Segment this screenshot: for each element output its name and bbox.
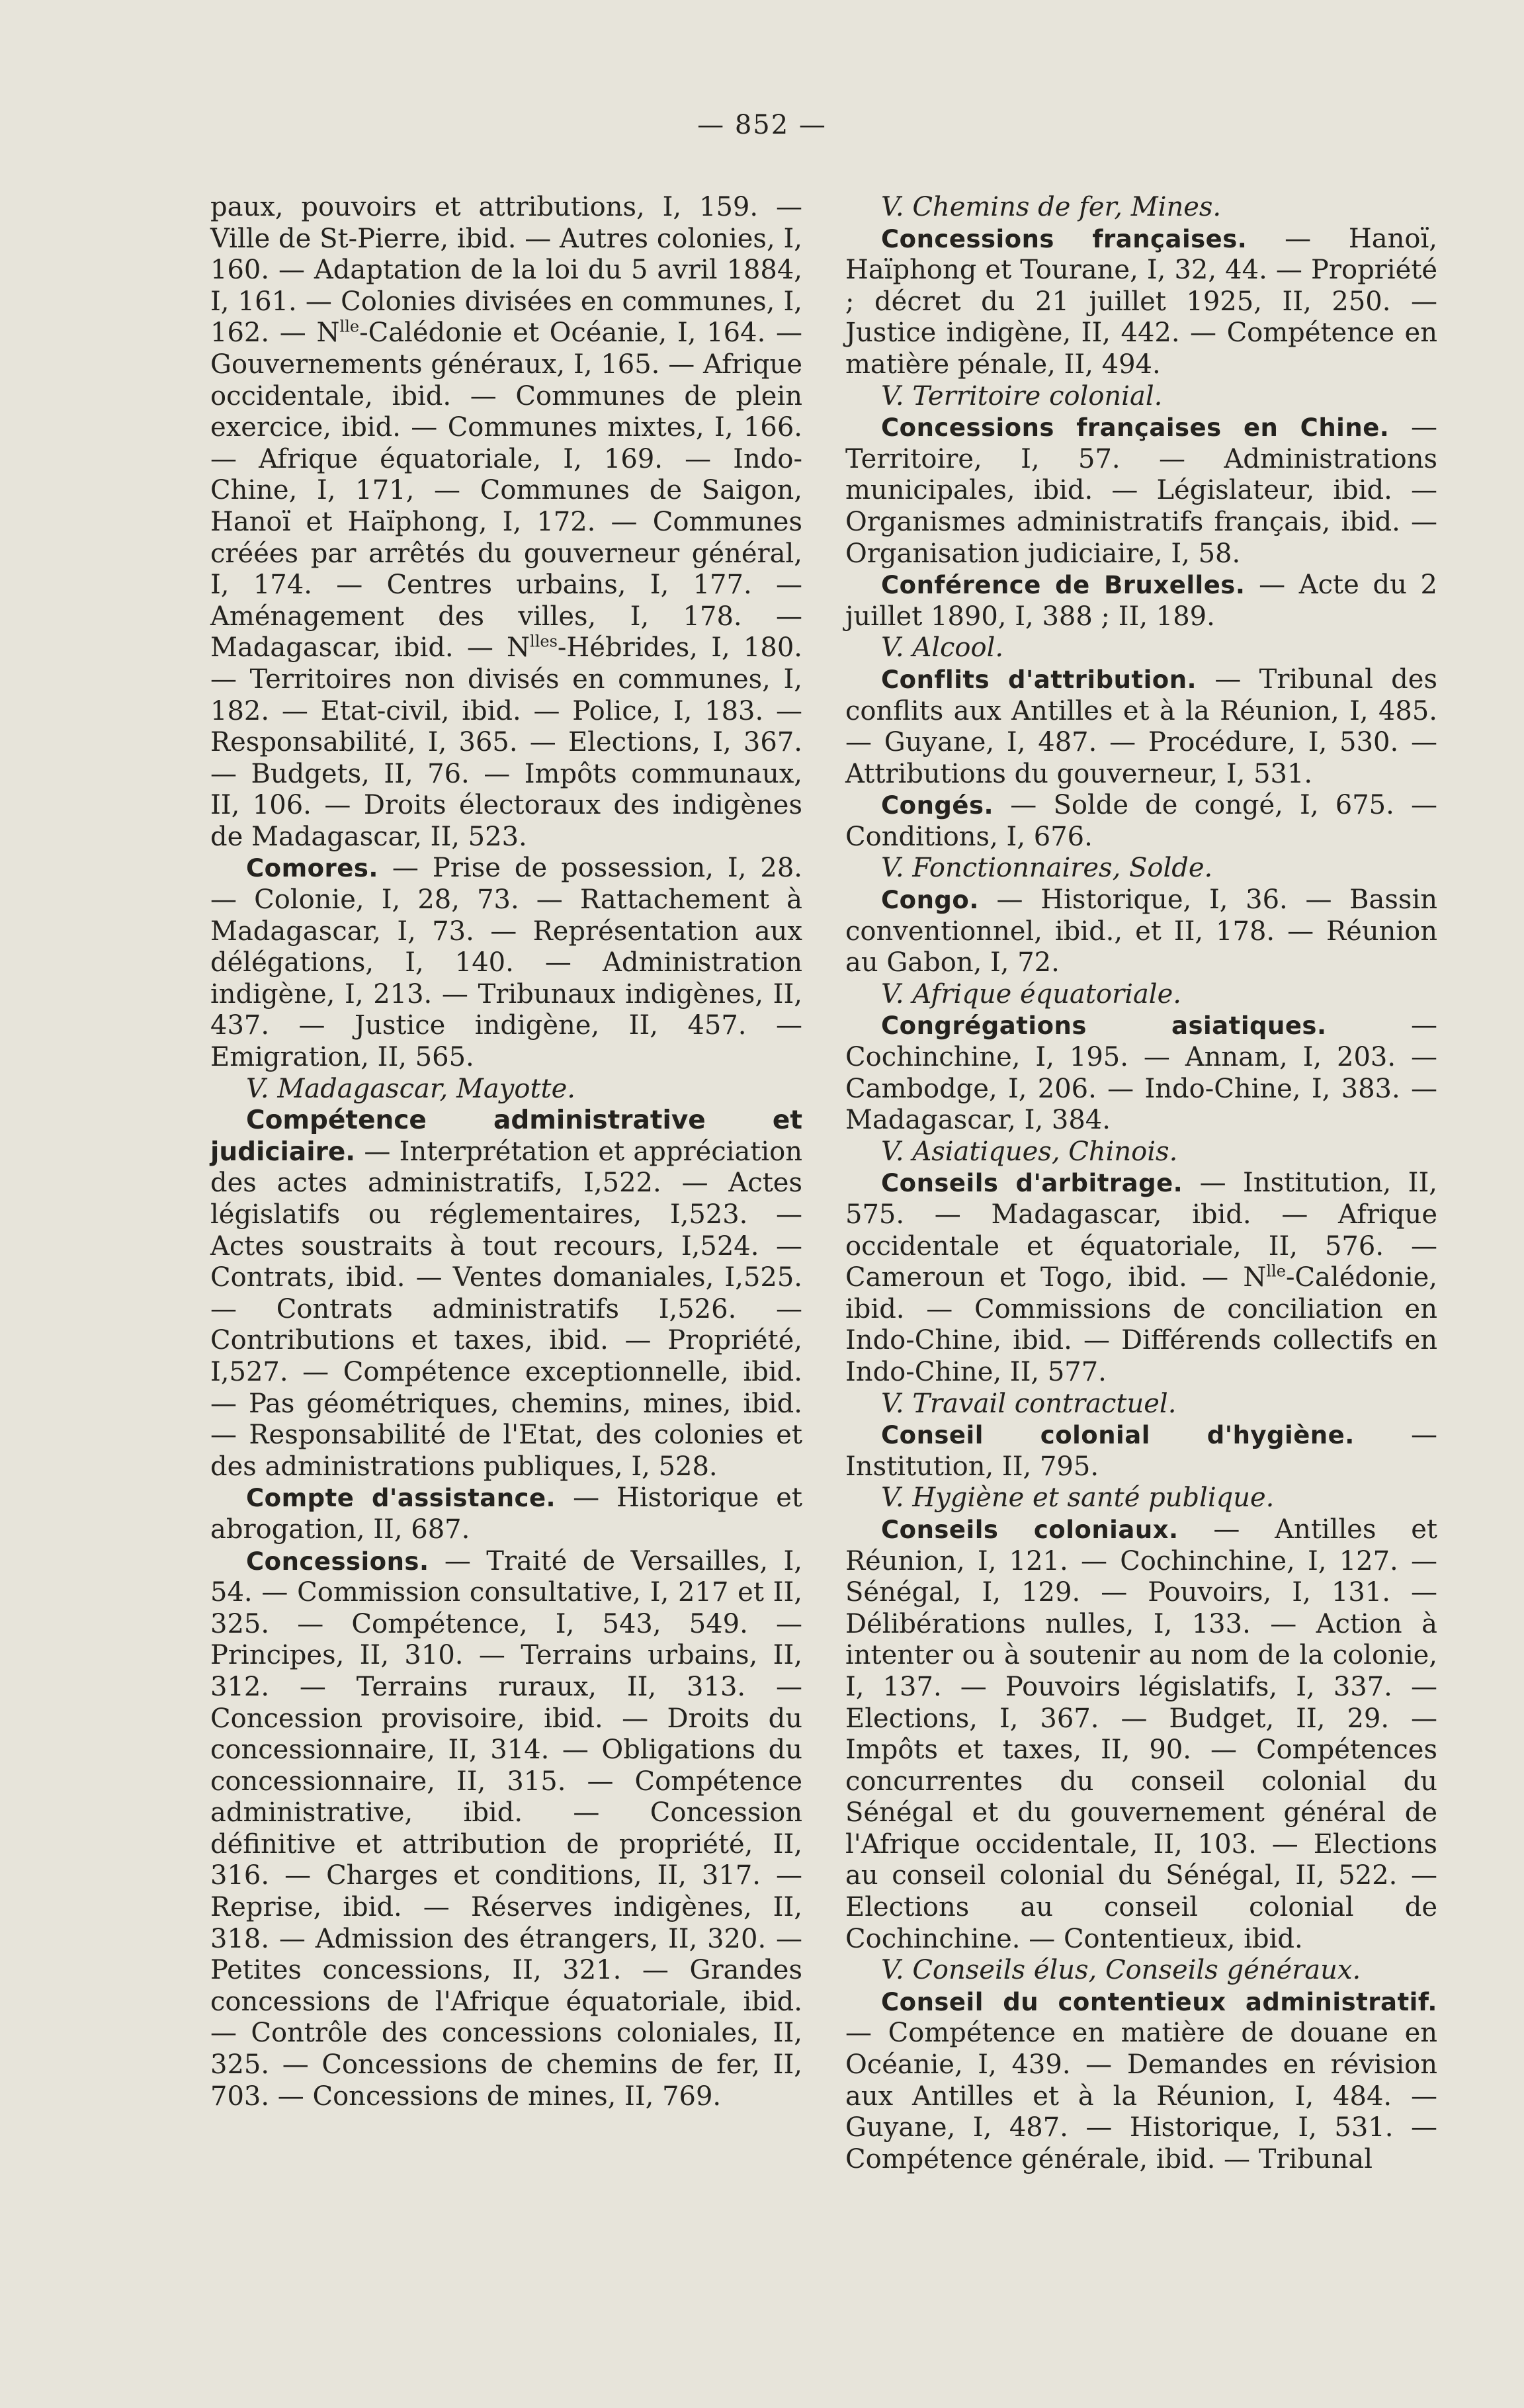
headword: Concessions. — [246, 1547, 429, 1576]
headword: Congés. — [881, 791, 994, 820]
entry-concessions-francaises: Concessions françaises. — Hanoï, Haïphong et Tourane, I, 32, 44. — Propriété ; décret du 21 juillet 1925, II, 250. — Justice indigène, II, 442. — Compétence en matière pénale, II, 494. — [845, 223, 1438, 380]
entry-congregations: Congrégations asiatiques. — Cochinchine, I, 195. — Annam, I, 203. — Cambodge, I, 206. — Indo-Chine, I, 383. — Madagascar, I, 384. — [845, 1010, 1437, 1136]
see-also: V. Asiatiques, Chinois. — [881, 1136, 1178, 1167]
headword: Conseils coloniaux. — [881, 1515, 1179, 1544]
entry-conseil-hygiene: Conseil colonial d'hygiène. — Institution, II, 795. — [845, 1420, 1438, 1482]
entry-concessions: Concessions. — Traité de Versailles, I, 54. — Commission consultative, I, 217 et II, 325. — Compétence, I, 543, 549. — Principes, II, 310. — Terrains urbains, II, 312. — Terrains ruraux, II, 313. — Concession provisoire, ibid. — Droits du concessionnaire, II, 314. — Obligations du concessionnaire, II, 315. — Compétence administrative, ibid. — Concession définitive et attribution de propriété, II, 316. — Charges et conditions, II, 317. — Reprise, ibid. — Réserves indigènes, II, 318. — Admission des étrangers, II, 320. — Petites concessions, II, 321. — Grandes concessions de l'Afrique équatoriale, ibid. — Contrôle des concessions coloniales, II, 325. — Concessions de chemins de fer, II, 703. — Concessions de mines, II, 769. — [210, 1545, 802, 2112]
see-also: V. Territoire colonial. — [881, 380, 1163, 411]
entry-concessions-chine: Concessions françaises en Chine. — Territoire, I, 57. — Administrations municipales, ibid. — Législateur, ibid. — Organismes administratifs français, ibid. — Organisation judiciaire, I, 58. — [845, 412, 1437, 569]
see-also: V. Afrique équatoriale. — [881, 978, 1181, 1010]
see-also: V. Fonctionnaires, Solde. — [881, 853, 1213, 884]
entry-compte-assistance: Compte d'assistance. — Historique et abrogation, II, 687. — [210, 1483, 803, 1545]
entry-conseils-arbitrage: Conseils d'arbitrage. — Institution, II, 575. — Madagascar, ibid. — Afrique occidentale et équatoriale, II, 576. — Cameroun et Togo, ibid. — $N^{lle}$-Calédonie, ibid. — Commissions de conciliation en Indo-Chine, ibid. — Différends collectifs en Indo-Chine, II, 577. — [845, 1168, 1437, 1387]
see-also: V. Hygiène et santé publique. — [881, 1483, 1275, 1514]
see-also: V. Madagascar, Mayotte. — [246, 1073, 575, 1104]
entry-conseil-contentieux: Conseil du contentieux administratif. — Compétence en matière de douane en Océanie, I, 439. — Demandes en révision aux Antilles et à la Réunion, I, 484. — Guyane, I, 487. — Historique, I, 531. — Compétence générale, ibid. — Tribunal — [845, 1987, 1437, 2174]
entry-conges: Congés. — Solde de congé, I, 675. — Conditions, I, 676. — [845, 790, 1437, 852]
headword: Conseil colonial d'hygiène. — [881, 1421, 1355, 1450]
see-also: V. Travail contractuel. — [881, 1388, 1177, 1419]
entry-comores: Comores. — Prise de possession, I, 28. — Colonie, I, 28, 73. — Rattachement à Madagascar, I, 73. — Représentation aux délégations, I, 140. — Administration indigène, I, 213. — Tribunaux indigènes, II, 437. — Justice indigène, II, 457. — Emigration, II, 565. — [210, 853, 802, 1073]
headword: Conseils d'arbitrage. — [881, 1169, 1183, 1198]
headword: Concessions françaises. — [881, 224, 1248, 253]
headword: Conférence de Bruxelles. — [881, 571, 1246, 600]
entry-conference-bruxelles: Conférence de Bruxelles. — Acte du 2 juillet 1890, I, 388 ; II, 189. — [845, 570, 1437, 632]
entry-conseils-coloniaux: Conseils coloniaux. — Antilles et Réunion, I, 121. — Cochinchine, I, 127. — Sénégal, I, 129. — Pouvoirs, I, 131. — Délibérations nulles, I, 133. — Action à intenter ou à soutenir au nom de la colonie, I, 137. — Pouvoirs législatifs, I, 337. — Elections, I, 367. — Budget, II, 29. — Impôts et taxes, II, 90. — Compétences concurrentes du conseil colonial du Sénégal et du gouvernement général de l'Afrique occidentale, II, 103. — Elections au conseil colonial du Sénégal, II, 522. — Elections au conseil colonial de Cochinchine. — Contentieux, ibid. — [845, 1514, 1437, 1954]
headword: Congrégations asiatiques. — [881, 1011, 1327, 1041]
entry-continuation: paux, pouvoirs et attributions, I, 159. — Ville de St-Pierre, ibid. — Autres colonies, I, 160. — Adaptation de la loi du 5 avril 1884, I, 161. — Colonies divisées en communes, I, 162. — $N^{lle}$-Calédonie et Océanie, I, 164. — Gouvernements généraux, I, 165. — Afrique occidentale, ibid. — Communes de plein exercice, ibid. — Communes mixtes, I, 166. — Afrique équatoriale, I, 169. — Indo-Chine, I, 171, — Communes de Saigon, Hanoï et Haïphong, I, 172. — Communes créées par arrêtés du gouverneur général, I, 174. — Centres urbains, I, 177. — Aménagement des villes, I, 178. — Madagascar, ibid. — $N^{lles}$-Hébrides, I, 180. — Territoires non divisés en communes, I, 182. — Etat-civil, ibid. — Police, I, 183. — Responsabilité, I, 365. — Elections, I, 367. — Budgets, II, 76. — Impôts communaux, II, 106. — Droits électoraux des indigènes de Madagascar, II, 523. — [210, 192, 803, 852]
headword: Compte d'assistance. — [246, 1484, 556, 1513]
headword: Congo. — [881, 886, 979, 915]
headword: Conseil du contentieux administratif. — [881, 1987, 1437, 2016]
entry-competence: Compétence administrative et judiciaire. — Interprétation et appréciation des actes administratifs, I,522. — Actes législatifs ou réglementaires, I,523. — Actes soustraits à tout recours, I,524. — Contrats, ibid. — Ventes domaniales, I,525. — Contrats administratifs I,526. — Contributions et taxes, ibid. — Propriété, I,527. — Compétence exceptionnelle, ibid.— Pas géométriques, chemins, mines, ibid. — Responsabilité de l'Etat, des colonies et des administrations publiques, I, 528. — [210, 1105, 802, 1482]
headword: Concessions françaises en Chine. — [881, 413, 1390, 443]
page-number: — 852 — — [697, 110, 827, 140]
see-also: V. Chemins de fer, Mines. — [881, 192, 1222, 222]
entry-conflits: Conflits d'attribution. — Tribunal des conflits aux Antilles et à la Réunion, I, 485. — Guyane, I, 487. — Procédure, I, 530. — Attributions du gouverneur, I, 531. — [845, 664, 1437, 789]
entry-congo: Congo. — Historique, I, 36. — Bassin conventionnel, ibid., et II, 178. — Réunion au Gabon, I, 72. — [845, 884, 1437, 978]
right-column — [845, 192, 1437, 2175]
left-column — [210, 192, 802, 2112]
headword: Conflits d'attribution. — [881, 665, 1197, 694]
headword: Comores. — [246, 854, 378, 883]
see-also: V. Conseils élus, Conseils généraux. — [881, 1955, 1361, 1986]
headword: Compétence administrative et judiciaire. — [210, 1105, 802, 1167]
see-also: V. Alcool. — [881, 632, 1004, 664]
